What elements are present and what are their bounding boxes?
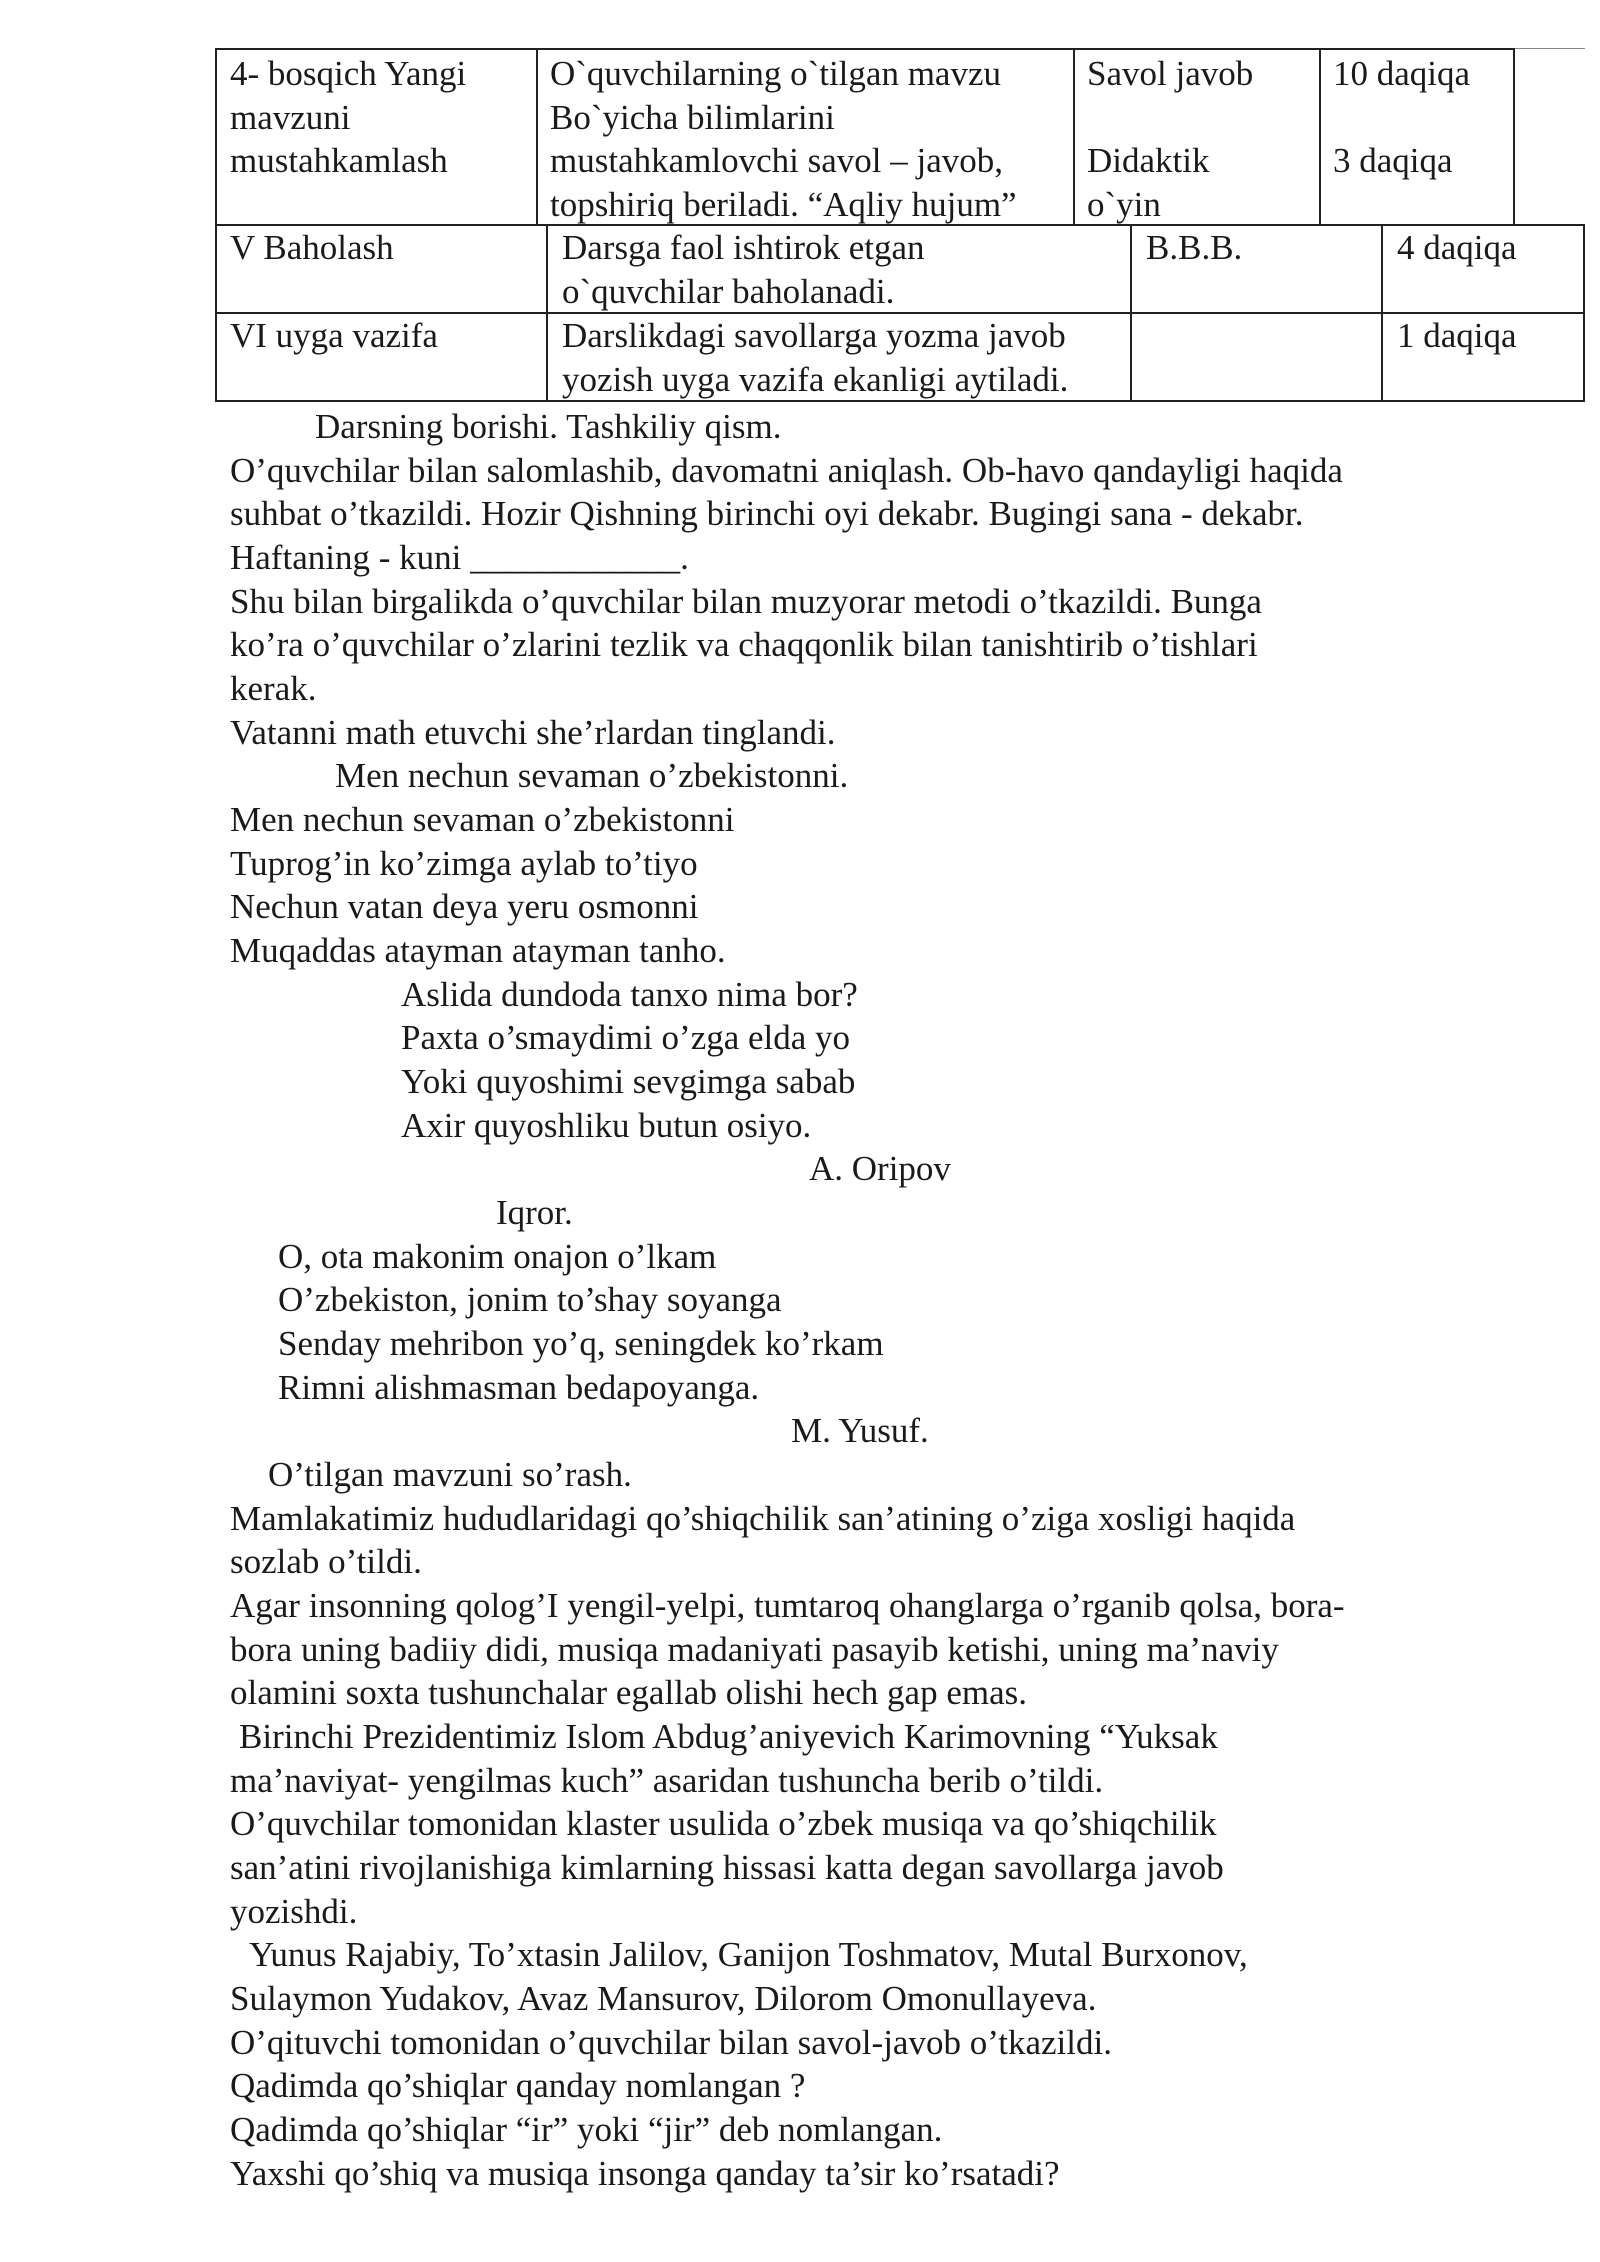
poem-line: Men nechun sevaman o’zbekistonni — [230, 800, 735, 839]
poem-line: Nechun vatan deya yeru osmonni — [230, 887, 699, 926]
poem-author: M. Yusuf. — [791, 1411, 929, 1450]
paragraph-line: Sulaymon Yudakov, Avaz Mansurov, Dilorom Omonullayeva. — [230, 1979, 1097, 2018]
poem-line: O’zbekiston, jonim to’shay soyanga — [278, 1280, 782, 1319]
cell-line: topshiriq beriladi. “Aqliy hujum” — [550, 184, 1017, 224]
paragraph-line: Mamlakatimiz hududlaridagi qo’shiqchilik san’atining o’ziga xosligi haqida — [230, 1499, 1296, 1538]
table-cell-method: B.B.B. — [1146, 228, 1243, 267]
paragraph-line: bora uning badiiy didi, musiqa madaniyati pasayib ketishi, uning ma’naviy — [230, 1630, 1279, 1669]
lesson-table-stage4 — [215, 48, 1585, 224]
cell-line: O`quvchilarning o`tilgan mavzu — [550, 54, 1001, 93]
poem-line: Paxta o’smaydimi o’zga elda yo — [401, 1018, 851, 1057]
table-cell-content — [562, 314, 1068, 401]
answer-line: Qadimda qo’shiqlar “ir” yoki “jir” deb nomlangan. — [230, 2110, 943, 2149]
table-cell-time: 4 daqiqa — [1397, 228, 1517, 267]
question-line: Qadimda qo’shiqlar qanday nomlangan ? — [230, 2066, 806, 2105]
cell-line: Bo`yicha bilimlarini — [550, 97, 835, 137]
question-line: Yaxshi qo’shiq va musiqa insonga qanday ta’sir ko’rsatadi? — [230, 2154, 1060, 2193]
paragraph-line: Shu bilan birgalikda o’quvchilar bilan muzyorar metodi o’tkazildi. Bunga — [230, 582, 1262, 621]
paragraph-line: Yunus Rajabiy, To’xtasin Jalilov, Ganijon Toshmatov, Mutal Burxonov, — [249, 1935, 1248, 1974]
paragraph-line: san’atini rivojlanishiga kimlarning hissasi katta degan savollarga javob — [230, 1848, 1224, 1887]
paragraph-line: olamini soxta tushunchalar egallab olishi hech gap emas. — [230, 1673, 1028, 1712]
table-rule — [1381, 224, 1383, 402]
paragraph-line: Agar insonning qolog’I yengil-yelpi, tumtaroq ohanglarga o’rganib qolsa, bora- — [230, 1586, 1345, 1625]
paragraph-line: Birinchi Prezidentimiz Islom Abdug’aniyevich Karimovning “Yuksak — [239, 1717, 1218, 1756]
poem-line: Tuprog’in ko’zimga aylab to’tiyo — [230, 844, 698, 883]
cell-line: mustahkamlovchi savol – javob, — [550, 141, 1003, 180]
table-cell-stage: VI uyga vazifa — [230, 316, 438, 355]
cell-line: mustahkamlash — [230, 141, 448, 180]
table-cell-method — [1087, 52, 1253, 226]
paragraph-line: kerak. — [230, 669, 317, 708]
table-rule — [215, 48, 217, 224]
table-rule — [546, 224, 548, 402]
cell-line: 4- bosqich Yangi — [230, 54, 467, 93]
table-rule — [215, 224, 217, 402]
section-heading: O’tilgan mavzuni so’rash. — [268, 1455, 632, 1494]
table-cell-time — [1333, 52, 1470, 183]
cell-line: Didaktik — [1087, 141, 1210, 180]
paragraph-line: suhbat o’tkazildi. Hozir Qishning birinchi oyi dekabr. Bugingi sana - dekabr. — [230, 494, 1304, 533]
table-rule — [1130, 224, 1132, 402]
cell-line: Darslikdagi savollarga yozma javob — [562, 316, 1066, 355]
poem-line: Aslida dundoda tanxo nima bor? — [401, 975, 858, 1014]
poem-line: O, ota makonim onajon o’lkam — [278, 1237, 717, 1276]
poem-line: Muqaddas atayman atayman tanho. — [230, 931, 726, 970]
poem-title: Men nechun sevaman o’zbekistonni. — [335, 756, 849, 795]
cell-line: yozish uyga vazifa ekanligi aytiladi. — [562, 359, 1069, 399]
table-rule — [1513, 48, 1515, 224]
paragraph-line: ko’ra o’quvchilar o’zlarini tezlik va chaqqonlik bilan tanishtirib o’tishlari — [230, 625, 1258, 664]
table-cell-content — [550, 52, 1017, 226]
paragraph-line: yozishdi. — [230, 1892, 358, 1931]
cell-line: Savol javob — [1087, 54, 1254, 93]
paragraph-line: O’quvchilar tomonidan klaster usulida o’zbek musiqa va qo’shiqchilik — [230, 1804, 1217, 1843]
cell-line: Darsga faol ishtirok etgan — [562, 228, 925, 267]
poem-line: Yoki quyoshimi sevgimga sabab — [401, 1062, 856, 1101]
table-cell-time: 1 daqiqa — [1397, 316, 1517, 355]
poem-line: Senday mehribon yo’q, seningdek ko’rkam — [278, 1324, 884, 1363]
paragraph-line: sozlab o’tildi. — [230, 1542, 422, 1581]
paragraph-line: Vatanni math etuvchi she’rlardan tinglandi. — [230, 713, 836, 752]
cell-line: 3 daqiqa — [1333, 141, 1453, 180]
lesson-table-stages-5-6 — [215, 224, 1585, 402]
paragraph-line: O’qituvchi tomonidan o’quvchilar bilan savol-javob o’tkazildi. — [230, 2023, 1112, 2062]
cell-line: mavzuni — [230, 97, 351, 137]
table-rule — [1319, 48, 1321, 224]
poem-author: A. Oripov — [809, 1149, 951, 1188]
poem-line: Rimni alishmasman bedapoyanga. — [278, 1368, 760, 1407]
cell-line: o`quvchilar baholanadi. — [562, 271, 895, 311]
table-cell-stage — [230, 52, 466, 183]
paragraph-line: ma’naviyat- yengilmas kuch” asaridan tushuncha berib o’tildi. — [230, 1761, 1104, 1800]
table-rule — [1073, 48, 1075, 224]
table-rule — [536, 48, 538, 224]
cell-line: 10 daqiqa — [1333, 54, 1471, 93]
paragraph-line: O’quvchilar bilan salomlashib, davomatni aniqlash. Ob-havo qandayligi haqida — [230, 451, 1343, 490]
cell-line: o`yin — [1087, 184, 1161, 224]
poem-title: Iqror. — [496, 1193, 573, 1232]
table-cell-content — [562, 226, 925, 313]
heading-lesson-process: Darsning borishi. Tashkiliy qism. — [315, 407, 782, 446]
table-cell-stage: V Baholash — [230, 228, 394, 267]
poem-line: Axir quyoshliku butun osiyo. — [401, 1106, 812, 1145]
table-rule — [1583, 224, 1585, 402]
paragraph-line: Haftaning - kuni ____________. — [230, 538, 689, 577]
table-rule — [1513, 48, 1585, 49]
